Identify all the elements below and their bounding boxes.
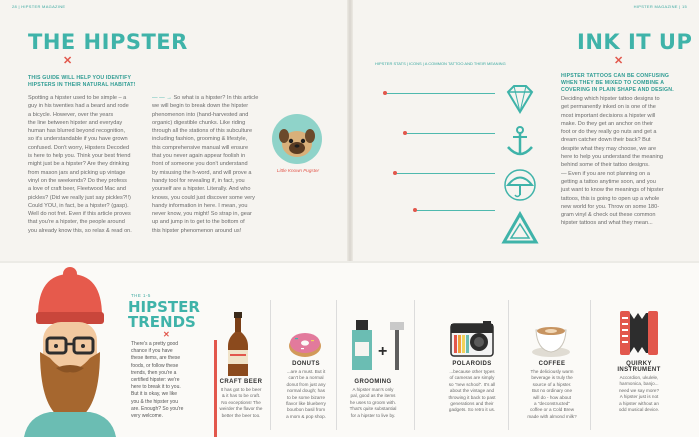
right-deck-line: HIPSTER TATTOOS CAN BE CONFUSING — [561, 73, 670, 79]
body-line: confused. Don't worry, Hipsters Decoded — [28, 144, 130, 151]
trend-text-line: ...are a must. But it — [286, 369, 326, 374]
trends-kicker: THE 1-5 — [131, 293, 151, 298]
body-line: tattoos, this is going to open up a whole — [561, 195, 660, 202]
trend-text-line: Accordion, ukulele, — [619, 375, 659, 380]
trend-text — [345, 387, 401, 419]
left-deck-line: HIPSTERS IN THEIR NATURAL HABITAT! — [28, 82, 136, 88]
connector-dot — [383, 91, 387, 95]
body-line: through all the stations of this subculture — [152, 128, 253, 135]
connector-line — [405, 133, 495, 134]
trend-text-line: A hipster just is not — [619, 394, 659, 400]
body-line: new world for you. Throw on some 180- — [561, 203, 660, 210]
body-line: get permanently inked on is one of the — [561, 104, 656, 111]
body-line: Deciding which hipster tattoo designs to — [561, 96, 660, 102]
body-line: most important decisions a hipster will — [561, 112, 656, 119]
body-line: yourself are a hipster. Literally. And who — [152, 186, 251, 193]
trend-text-line: bourbon basil from — [286, 407, 326, 413]
body-line: handy tool for revealing if, in fact, you — [152, 177, 245, 184]
badge-caption: Little Known Pugster — [276, 168, 320, 173]
trend-text-line: But no ordinary one — [531, 388, 573, 394]
intro-line: very welcome. — [131, 413, 163, 420]
trend-text-line: can't be a normal — [288, 375, 324, 381]
trend-text-line: That's quite substantial — [349, 406, 397, 412]
body-line: that you never again appear foolish in — [152, 153, 246, 160]
trend-title: COFFEE — [538, 361, 566, 367]
connector-line — [415, 210, 495, 211]
body-line: knows, you could just discover some very — [152, 194, 255, 201]
polaroid-camera-icon — [449, 320, 495, 358]
trend-text-line: about the vintage and — [449, 388, 495, 394]
body-line: Could YOU, in fact, be a hipster? (gasp). — [28, 202, 129, 209]
trend-text-line: throwing it back to past — [448, 394, 496, 400]
trend-item-grooming — [345, 379, 401, 419]
trends-title-line: TRENDS — [128, 313, 196, 331]
trend-text-line: for a hipster to live by. — [350, 412, 396, 418]
trend-text-line: donut from just any — [286, 381, 326, 387]
trend-text-line: will do - how about — [532, 394, 572, 400]
trend-text-line: made with almond milk? — [527, 413, 577, 419]
intro-line: trends, then you're a — [131, 369, 177, 376]
trend-text-line: harmonica, banjo... — [619, 381, 659, 387]
intro-line: you & the hipster you — [131, 398, 178, 405]
left-body-column-1 — [28, 94, 158, 235]
right-folio: HIPSTER MAGAZINE | 15 — [633, 4, 687, 9]
trend-text-line: a hipster without an — [619, 400, 659, 406]
trend-title: CRAFT BEER — [219, 379, 263, 385]
trend-text-line: coffee or a Cold Brew — [529, 407, 575, 413]
body-line: Well do not fret. Even if this article proves — [28, 211, 131, 218]
body-line: guy in his twenties had a beard and rode — [28, 103, 129, 110]
trends-title-line: HIPSTER — [128, 298, 200, 316]
anchor-icon — [500, 125, 540, 159]
donut-icon — [287, 326, 323, 360]
connector-dot — [393, 171, 397, 175]
trend-item-donuts — [281, 361, 331, 420]
body-line: human has blurred beyond recognition, — [28, 128, 126, 135]
trend-text-line: better the beer too. — [221, 412, 261, 418]
trend-text-line: he uses to groom with. — [349, 399, 397, 405]
body-line: Spotting a hipster used to be simple – a — [28, 95, 127, 101]
connector-dot — [413, 208, 417, 212]
trend-title: QUIRKY INSTRUMENT — [617, 361, 661, 373]
right-deck-line: COVERING IN PLAIN SHAPE AND DESIGN. — [561, 87, 674, 93]
cross-ornament-icon: ✕ — [163, 330, 170, 339]
trend-text-line: to be some bizarre — [286, 394, 326, 400]
trend-text-line: a "deconstructed" — [534, 401, 570, 407]
svg-text:+: + — [378, 343, 388, 360]
body-line: behind some of their tattoo designs. — [561, 162, 650, 169]
trend-item-coffee — [522, 361, 582, 420]
strip-label: HIPSTER STATS | ICONS | A COMMON TATTOO AND THEIR MEANING — [375, 61, 506, 66]
body-line: make. Do they get an anchor on their — [561, 120, 654, 127]
intro-line: here to break it to you. — [131, 384, 181, 391]
body-line: the line between hipster and everyday — [28, 119, 123, 126]
hipster-illustration — [10, 266, 128, 437]
body-line: front of someone you don't understand — [152, 161, 248, 168]
trend-text — [443, 369, 501, 414]
body-line: by misusing the h-word, and will prove a — [152, 169, 252, 176]
right-headline: INK IT UP — [577, 30, 693, 54]
trend-item-craft-beer — [214, 379, 268, 419]
trend-text-line: beverage is truly the — [531, 375, 573, 381]
column-divider — [270, 300, 271, 430]
connector-line — [385, 93, 495, 94]
body-line: getting a tattoo anytime soon, and you — [561, 178, 656, 185]
body-line: organic) digestible chunks. Like riding — [152, 119, 246, 126]
trend-text-line: normal dough; has — [286, 388, 326, 394]
triangle-icon — [500, 211, 540, 245]
intro-line: foods, or follow these — [131, 362, 179, 369]
body-line: might just be a hipster? Are they drinking — [28, 161, 130, 168]
left-deck-line: THIS GUIDE WILL HELP YOU IDENTIFY — [28, 75, 132, 81]
trend-text-line: It has got to be beer — [220, 387, 262, 392]
body-line: including fashion, grooming & lifestyle, — [152, 136, 248, 143]
trend-text-line: of cameras are simply — [449, 375, 495, 381]
body-line: from mason jars and picking up vintage — [28, 169, 126, 176]
trend-text-line: flavor like blueberry — [286, 401, 326, 407]
body-line: dream catcher down their back? But — [561, 137, 651, 144]
body-line: up and jump in to get to the bottom of — [152, 219, 245, 226]
right-body-column — [561, 95, 691, 228]
coffee-cup-icon — [530, 320, 572, 358]
body-line: here to help you understand the meaning — [561, 154, 664, 161]
lead-arrow: — — → — [152, 95, 172, 101]
body-line: this hipster phenomenon around us! — [152, 227, 242, 234]
umbrella-icon — [500, 168, 540, 202]
accordion-icon — [618, 307, 660, 359]
left-folio: 28 | HIPSTER MAGAZINE — [12, 4, 66, 9]
intro-line: chance if you have — [131, 348, 173, 355]
body-line: we will begin to break down the hipster — [152, 103, 249, 110]
trend-text-line: so "new school". It's all — [448, 381, 496, 387]
diamond-icon — [500, 82, 540, 116]
column-divider — [508, 300, 509, 430]
body-line — [152, 94, 272, 102]
body-line: phenomenon into (hand-harvested and — [152, 111, 249, 118]
body-line: gram vinyl & check out these common — [561, 212, 656, 219]
intro-line: these items, are these — [131, 355, 181, 362]
trend-text-line: gadgets. So retro it us. — [448, 407, 496, 413]
trend-text-line: The deliciously warm — [530, 369, 574, 374]
cross-ornament-icon: ✕ — [614, 55, 624, 67]
trend-text-line: & it has to be craft. — [221, 393, 261, 399]
trend-text-line: No exceptions! The — [221, 399, 261, 405]
body-line: never know, you might! So strap in, gear — [152, 211, 252, 218]
intro-line: There's a pretty good — [131, 341, 179, 347]
trend-text-line: a mom & pop shop. — [286, 413, 326, 419]
connector-dot — [403, 131, 407, 135]
trend-text-line: source of a hipster. — [532, 381, 572, 387]
trend-text — [522, 369, 582, 420]
trend-text-line: A hipster man's only — [352, 387, 394, 392]
connector-line — [395, 173, 495, 174]
intro-line: certified hipster: we're — [131, 377, 180, 384]
trend-text-line: generations and their — [450, 401, 494, 407]
pug-face-icon — [272, 114, 322, 164]
trend-text — [281, 369, 331, 420]
body-line: that you're a hipster, the people around — [28, 219, 125, 226]
trend-title: DONUTS — [292, 361, 320, 367]
left-headline: THE HIPSTER — [28, 30, 188, 54]
trend-text-line: pal, good as the items — [350, 393, 396, 399]
body-line: so it's understandable if you have grown — [28, 136, 128, 143]
body-line: despite what they may choose, we are — [561, 145, 657, 152]
beer-bottle-icon — [224, 312, 252, 378]
body-line: vinyl on the weekends? Do they profess — [28, 177, 127, 184]
trend-title: POLAROIDS — [452, 361, 492, 367]
trend-item-quirky-instrument — [604, 361, 674, 413]
intro-line: But it is okay, we like — [131, 391, 178, 398]
trend-item-polaroids — [443, 361, 501, 414]
body-line: foot or do they really go nuts and get a — [561, 129, 657, 136]
body-line-text: So what is a hipster? In this article — [173, 95, 259, 101]
intro-line: are. Enough? So you're — [131, 405, 184, 412]
body-line: this comprehensive manual will ensure — [152, 144, 249, 151]
body-line: hipster tattoos and what they mean... — [561, 220, 653, 227]
trend-text-line: weirder the flavor the — [219, 406, 263, 412]
column-divider — [590, 300, 591, 430]
tattoo-icon-column — [500, 82, 548, 254]
column-divider — [414, 300, 415, 430]
body-line: — Even if you are not planning on a — [561, 170, 650, 177]
body-line: a love of craft beer, Fleetwood Mac and — [28, 186, 126, 193]
body-line: pickles? (Did we really just say pickles?!!) — [28, 194, 131, 201]
body-line: you already know this, so relax & read on. — [28, 227, 132, 234]
grooming-kit-icon — [350, 314, 406, 372]
trends-intro — [131, 341, 201, 420]
right-deck-line: WHEN THEY BE MIXED TO COMBINE A — [561, 80, 665, 86]
pug-badge — [272, 114, 322, 164]
column-divider — [336, 300, 337, 430]
trend-text-line: need we say more? — [618, 387, 660, 393]
left-body-column-2 — [152, 94, 272, 235]
band-top-rule — [0, 261, 699, 263]
trend-text-line: ...because other types — [449, 369, 495, 374]
body-line: is here to help you. Think your best friend — [28, 153, 131, 160]
trend-text-line: odd musical device. — [618, 407, 660, 413]
right-deck — [561, 73, 674, 94]
trend-text — [604, 375, 674, 413]
body-line: a bicycle. However, over the years — [28, 111, 114, 118]
left-deck — [28, 75, 136, 89]
trend-text — [214, 387, 268, 419]
body-line: handy information in here. I mean, you — [152, 202, 248, 209]
trends-title — [128, 300, 200, 330]
body-line: just want to know the meanings of hipster — [561, 187, 664, 194]
trend-title: GROOMING — [354, 379, 392, 385]
cross-ornament-icon: ✕ — [63, 55, 73, 67]
